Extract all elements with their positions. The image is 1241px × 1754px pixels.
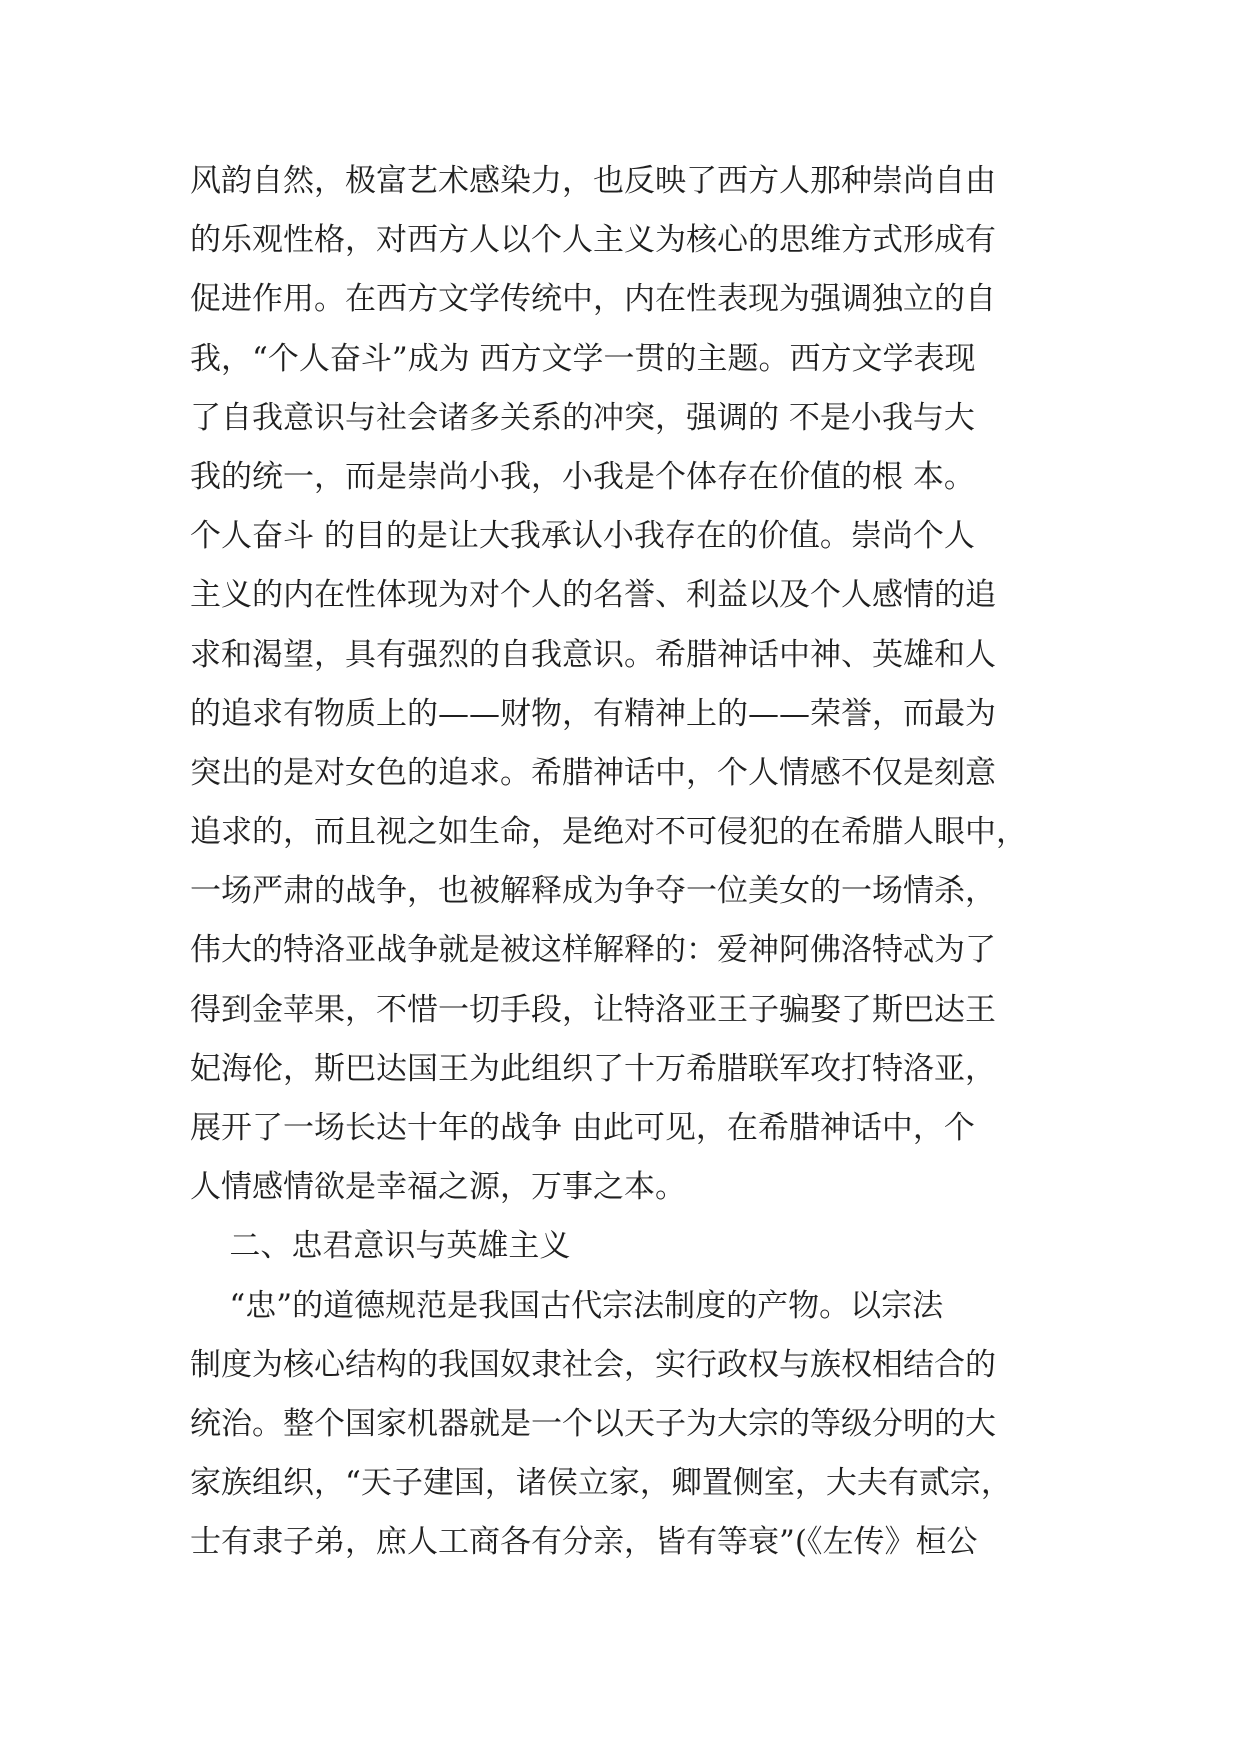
text-line: 展开了一场长达十年的战争 由此可见，在希腊神话中，个	[190, 1110, 975, 1146]
text-line: 妃海伦，斯巴达国王为此组织了十万希腊联军攻打特洛亚，	[190, 1050, 996, 1087]
text-line: 我的统一，而是崇尚小我，小我是个体存在价值的根 本。	[190, 458, 975, 495]
body-text	[190, 152, 1070, 1573]
text-line: 我，“个人奋斗”成为 西方文学一贯的主题。西方文学表现	[190, 340, 976, 377]
text-line: 士有隶子弟，庶人工商各有分亲，皆有等衰”(《左传》桓公	[190, 1524, 978, 1561]
text-line: 伟大的特洛亚战争就是被这样解释的：爱神阿佛洛特忒为了	[190, 932, 996, 969]
text-line: 了自我意识与社会诸多关系的冲突，强调的 不是小我与大	[190, 399, 975, 436]
text-line: 统治。整个国家机器就是一个以天子为大宗的等级分明的大	[190, 1405, 996, 1442]
text-line: 追求的，而且视之如生命，是绝对不可侵犯的在希腊人眼中，	[190, 814, 1027, 851]
text-line: 风韵自然，极富艺术感染力，也反映了西方人那种崇尚自由	[190, 163, 996, 199]
text-line: 的追求有物质上的——财物，有精神上的——荣誉，而最为	[190, 695, 996, 732]
text-line: 个人奋斗 的目的是让大我承认小我存在的价值。崇尚个人	[190, 518, 975, 555]
text-line: 求和渴望，具有强烈的自我意识。希腊神话中神、英雄和人	[190, 636, 996, 673]
text-line: 一场严肃的战争，也被解释成为争夺一位美女的一场情杀，	[190, 873, 996, 910]
text-line: 人情感情欲是幸福之源，万事之本。	[190, 1169, 686, 1206]
text-line: 得到金苹果，不惜一切手段，让特洛亚王子骗娶了斯巴达王	[190, 991, 996, 1028]
text-line: 制度为核心结构的我国奴隶社会，实行政权与族权相结合的	[190, 1346, 996, 1383]
text-line: 突出的是对女色的追求。希腊神话中，个人情感不仅是刻意	[190, 754, 996, 791]
text-line: 促进作用。在西方文学传统中，内在性表现为强调独立的自	[190, 281, 996, 318]
text-line: 主义的内在性体现为对个人的名誉、利益以及个人感情的追	[190, 577, 996, 614]
text-line: 家族组织，“天子建国，诸侯立家，卿置侧室，大夫有贰宗，	[190, 1465, 1012, 1502]
section-heading: 二、忠君意识与英雄主义	[190, 1228, 571, 1265]
text-line: 的乐观性格，对西方人以个人主义为核心的思维方式形成有	[190, 222, 996, 259]
text-line: “忠”的道德规范是我国古代宗法制度的产物。以宗法	[190, 1287, 944, 1324]
